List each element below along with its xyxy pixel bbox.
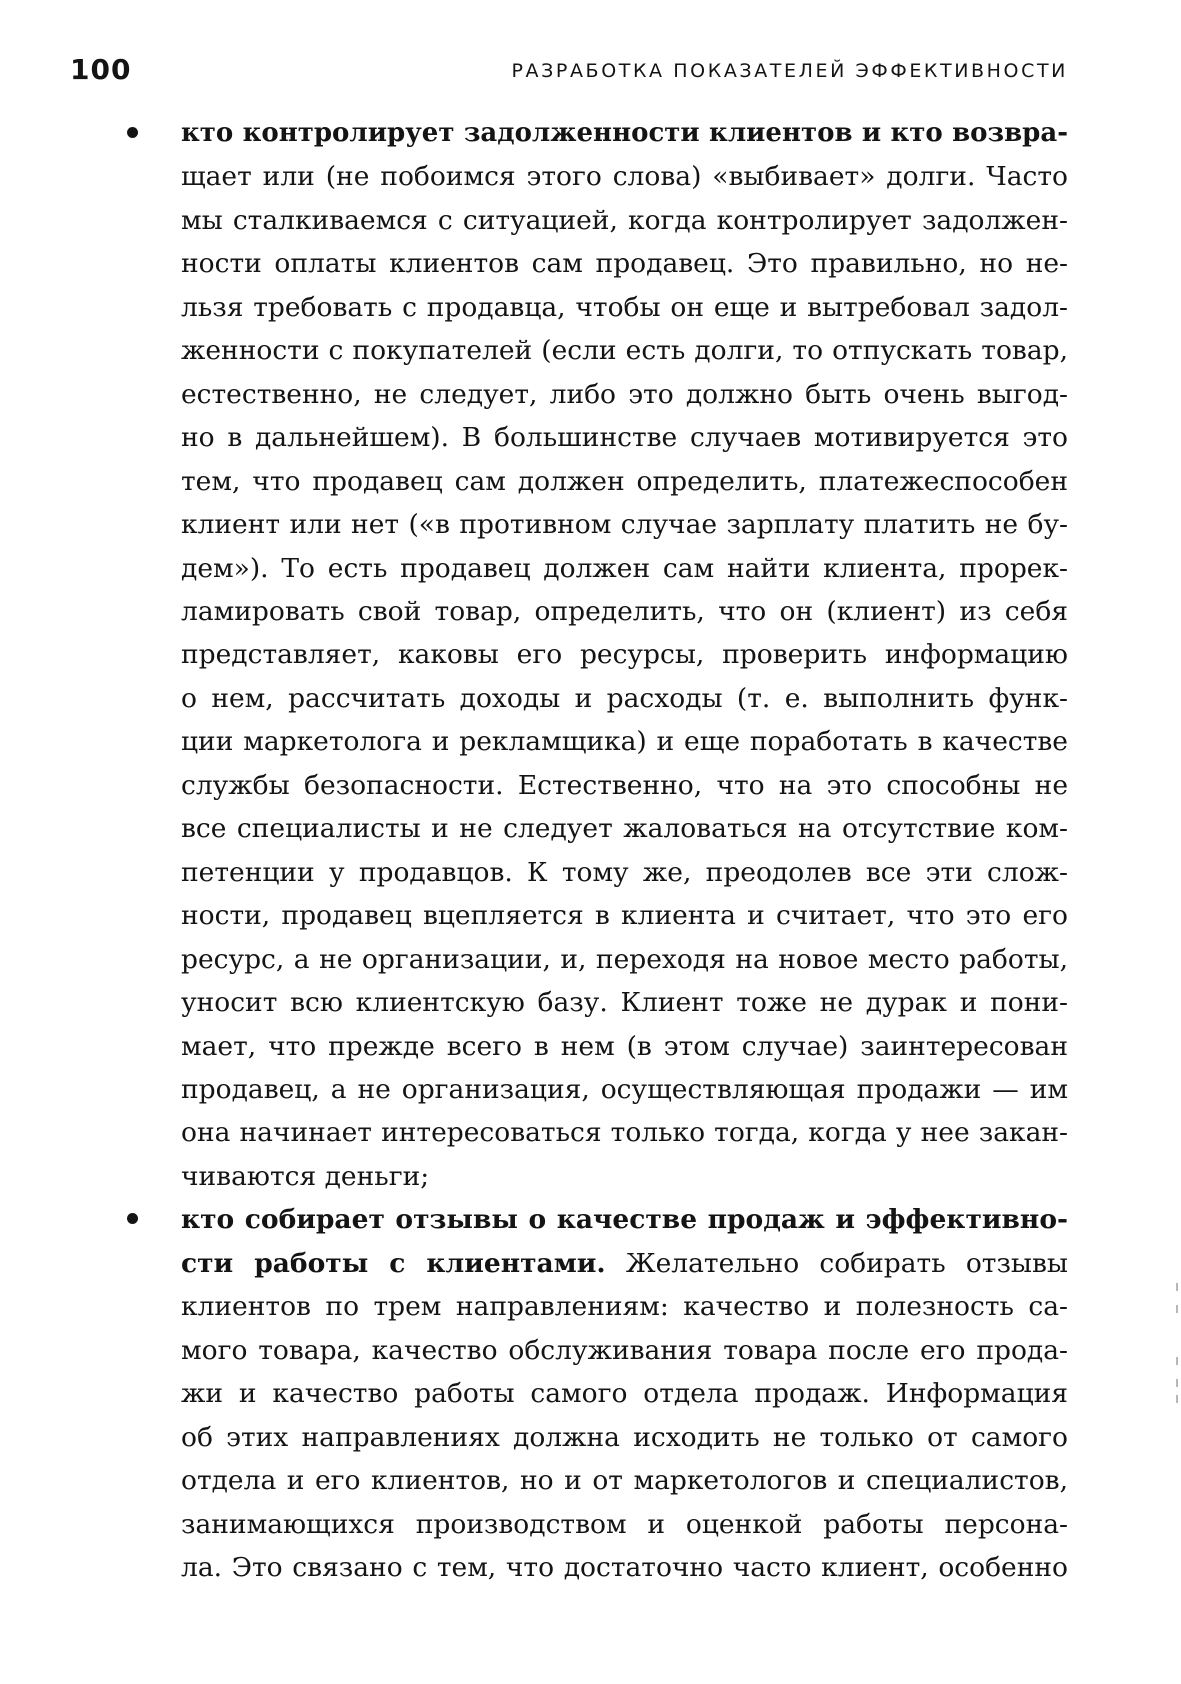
text-line: об этих направлениях должна исходить не только от самого [181, 1421, 1068, 1453]
text-line: ла. Это связано с тем, что достаточно часто клиент, особенно [181, 1551, 1068, 1583]
text-line: кто контролирует задолженности клиентов и кто возвра- [181, 118, 1068, 148]
text-line: кто собирает отзывы о качестве продаж и эффективно- [181, 1204, 1068, 1236]
text-line: чиваются деньги; [181, 1160, 430, 1192]
text-line: отдела и его клиентов, но и от маркетологов и специалистов, [181, 1465, 1068, 1497]
text-line: клиент или нет («в противном случае зарплату платить не бу- [181, 509, 1068, 541]
text-line: занимающихся производством и оценкой работы персона- [181, 1508, 1068, 1540]
text-line: петенции у продавцов. К тому же, преодолев все эти слож- [181, 856, 1068, 888]
bold-lead: сти работы с клиентами. [181, 1247, 606, 1279]
text-line: мого товара, качество обслуживания товара после его прода- [181, 1334, 1068, 1366]
text-line: уносит всю клиентскую базу. Клиент тоже не дурак и пони- [181, 987, 1068, 1019]
bullet-item-feedback [0, 1198, 1181, 1589]
scan-edge-marks [1176, 1283, 1178, 1403]
bullet-dot-icon [127, 1213, 138, 1224]
text-line: ности, продавец вцепляется в клиента и считает, что это его [181, 900, 1068, 932]
text-line: жи и качество работы самого отдела продаж. Информация [181, 1378, 1068, 1410]
text-line: естественно, не следует, либо это должно быть очень выгод- [181, 378, 1068, 410]
text-line: представляет, каковы его ресурсы, проверить информацию [181, 639, 1068, 671]
text-line: ции маркетолога и рекламщика) и еще поработать в качестве [181, 726, 1068, 758]
text-line: ресурс, а не организации, и, переходя на новое место работы, [181, 943, 1068, 975]
text-line: льзя требовать с продавца, чтобы он еще и вытребовал задол- [181, 291, 1068, 323]
bullet-paragraph [181, 1198, 1068, 1589]
text-line: все специалисты и не следует жаловаться на отсутствие ком- [181, 813, 1068, 845]
text-line: ности оплаты клиентов сам продавец. Это правильно, но не- [181, 248, 1068, 280]
text-line: тем, что продавец сам должен определить, платежеспособен [181, 465, 1068, 497]
text-line: ламировать свой товар, определить, что он (клиент) из себя [181, 595, 1068, 627]
text-line: она начинает интересоваться только тогда, когда у нее закан- [181, 1117, 1068, 1149]
bullet-list [0, 112, 1181, 1589]
bullet-paragraph [181, 112, 1068, 1198]
text-line: сти работы с клиентами. Желательно собирать отзывы [181, 1247, 1068, 1279]
text-line: но в дальнейшем). В большинстве случаев мотивируется это [181, 422, 1068, 454]
text-line: клиентов по трем направлениям: качество и полезность са- [181, 1291, 1068, 1323]
text-line: мы сталкиваемся с ситуацией, когда контролирует задолжен- [181, 204, 1068, 236]
text-line: щает или (не побоимся этого слова) «выбивает» долги. Часто [181, 161, 1068, 193]
text-line: женности с покупателей (если есть долги, то отпускать товар, [181, 335, 1068, 367]
bullet-item-debt-control [0, 112, 1181, 1198]
text-line: службы безопасности. Естественно, что на это способны не [181, 769, 1068, 801]
text-line: продавец, а не организация, осуществляющая продажи — им [181, 1073, 1068, 1105]
page-number: 100 [70, 53, 132, 86]
text-line: мает, что прежде всего в нем (в этом случае) заинтересован [181, 1030, 1068, 1062]
text-line: дем»). То есть продавец должен сам найти клиента, прорек- [181, 552, 1068, 584]
bullet-dot-icon [127, 127, 138, 138]
running-head: РАЗРАБОТКА ПОКАЗАТЕЛЕЙ ЭФФЕКТИВНОСТИ [511, 60, 1068, 82]
text-line: о нем, рассчитать доходы и расходы (т. е. выполнить функ- [181, 682, 1068, 714]
